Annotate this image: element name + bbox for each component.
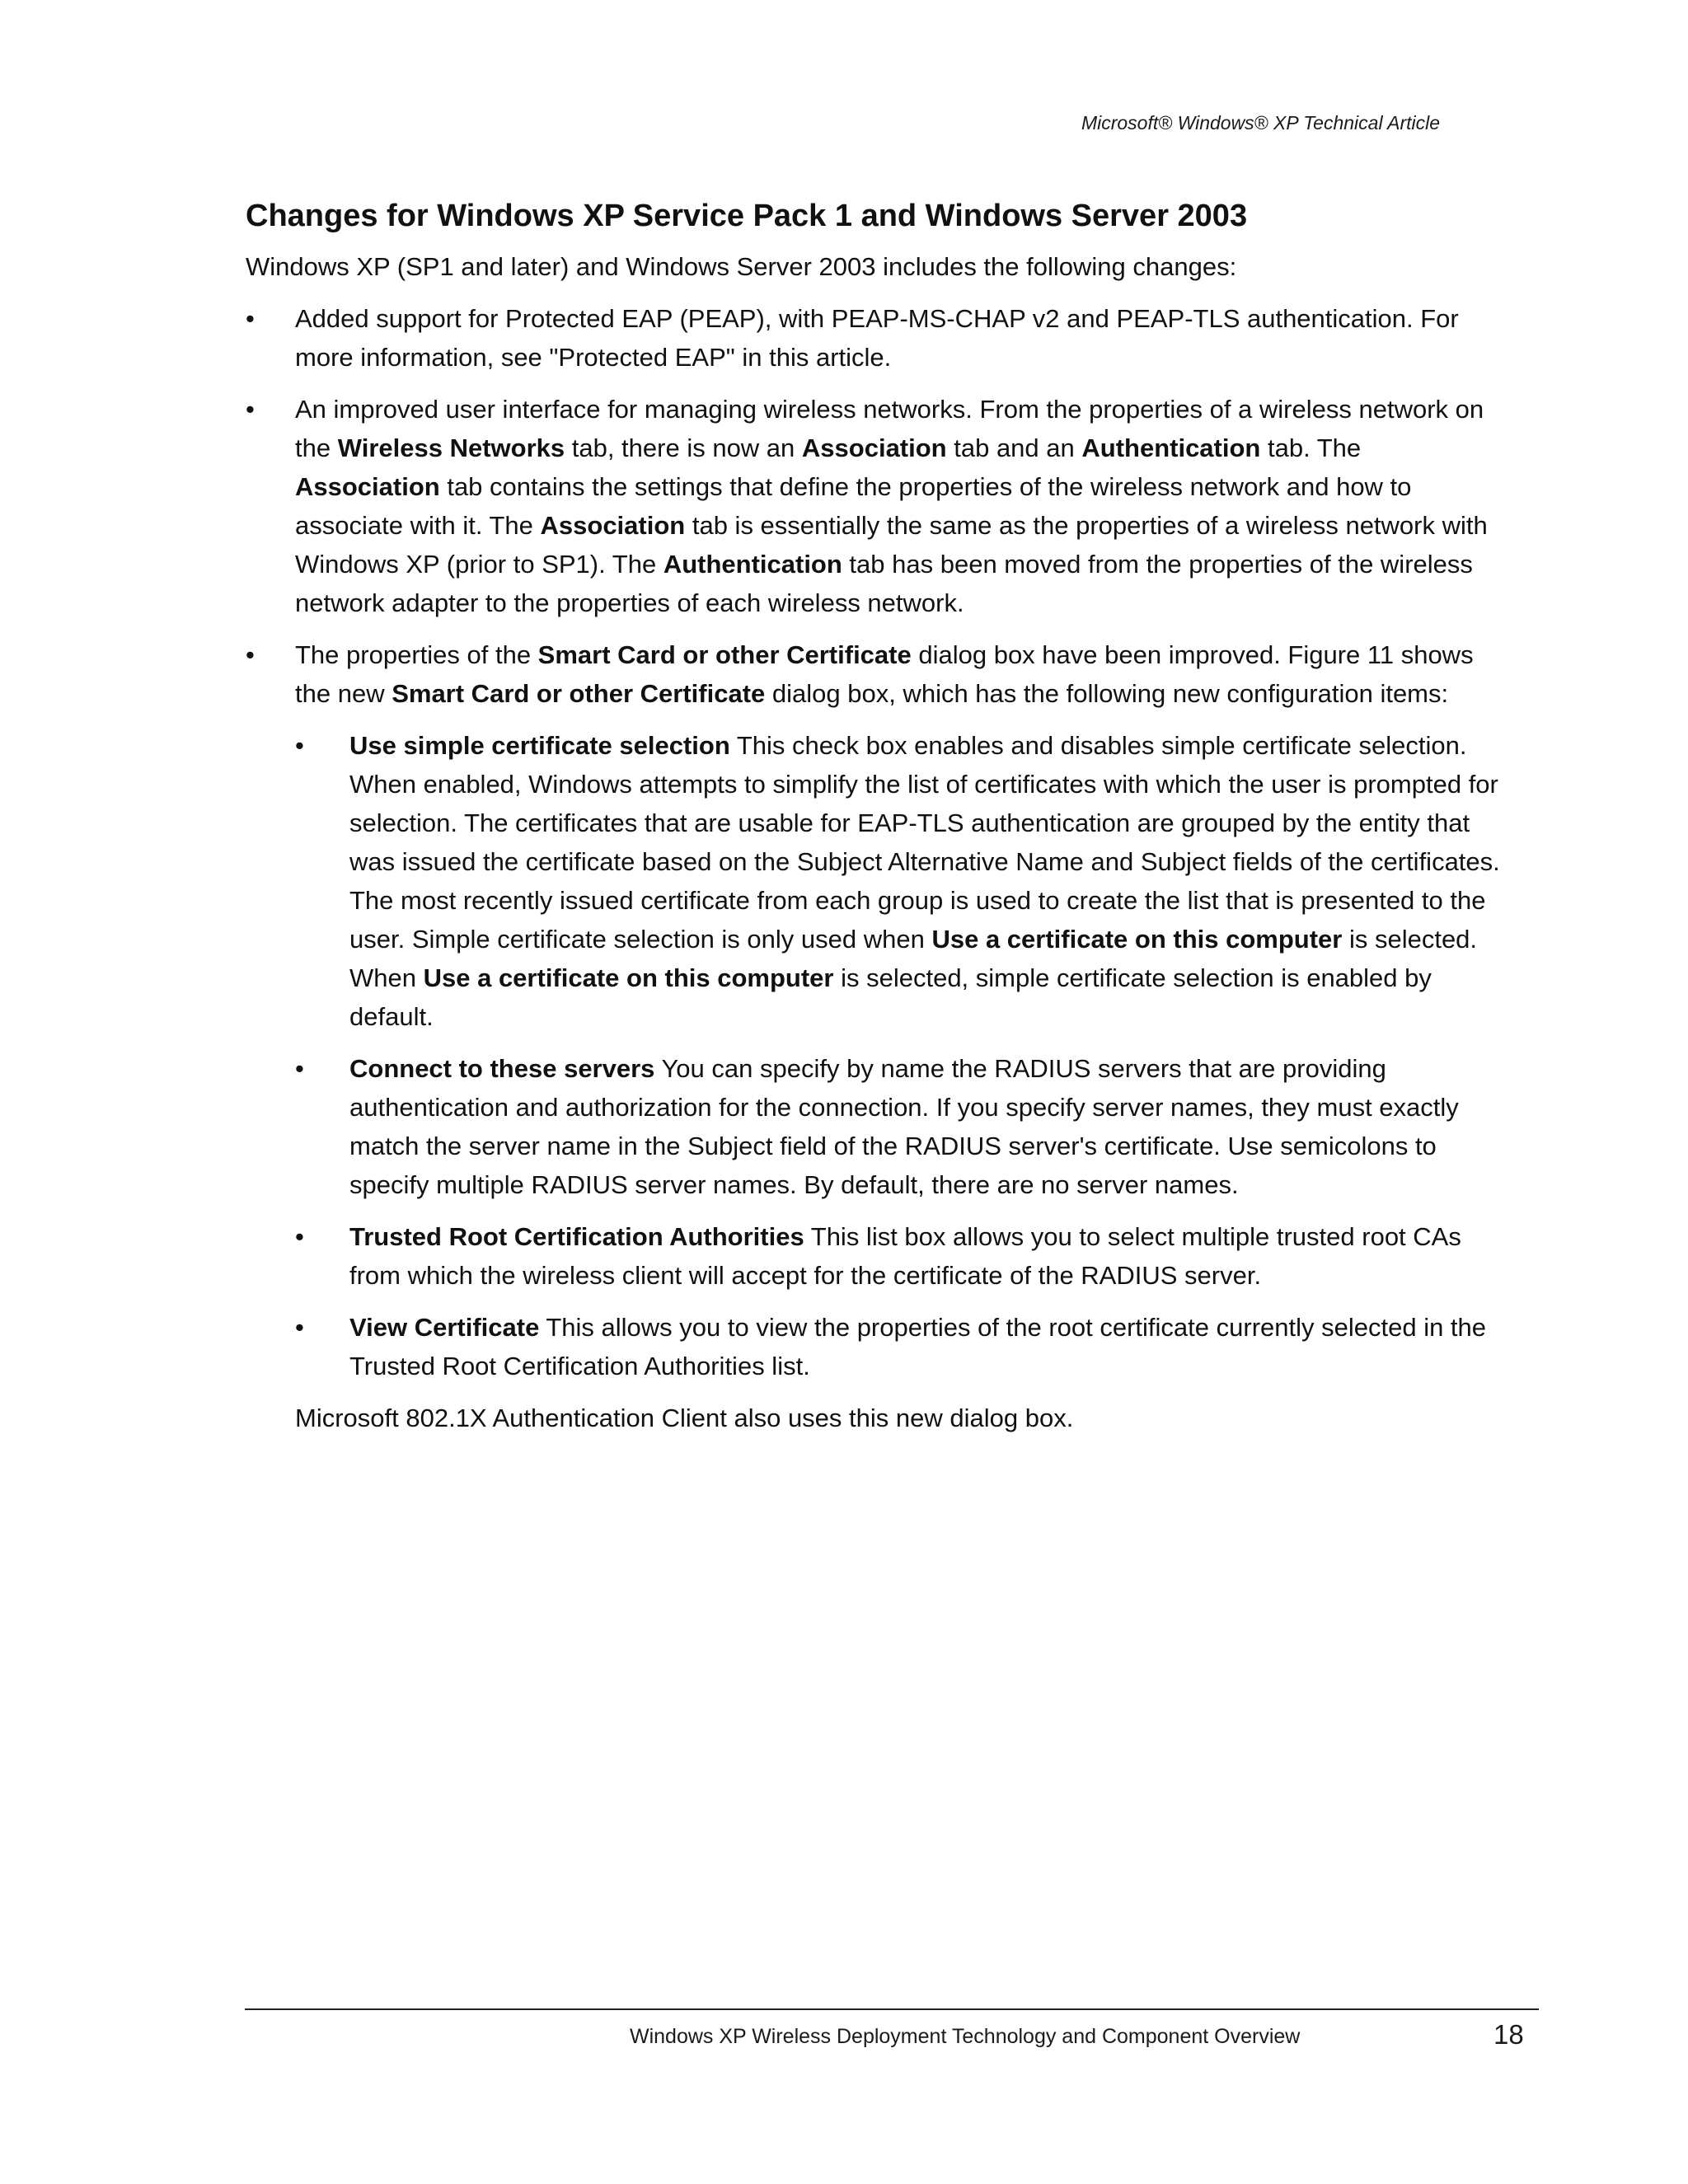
bullet-icon: • [246, 640, 255, 669]
ui-term: Association [540, 511, 686, 540]
item-text: tab has been moved from the properties of the wireless network adapter to the properties of each wireless network. [295, 550, 1473, 617]
item-text: The properties of the [295, 640, 538, 669]
item-text: This list box allows you to select multiple trusted root CAs from which the wireless client will accept for the certificate of the RADIUS server. [349, 1222, 1461, 1290]
item-text: dialog box, which has the following new configuration items: [765, 679, 1449, 708]
list-item [295, 1308, 1507, 1385]
item-text: tab is essentially the same as the properties of a wireless network with Windows XP (prior to SP1). The [295, 511, 1488, 579]
section-title: Changes for Windows XP Service Pack 1 and Windows Server 2003 [246, 199, 1248, 233]
ui-term: Authentication [663, 550, 842, 579]
footer-title: Windows XP Wireless Deployment Technology and Component Overview [630, 2025, 1301, 2048]
section-intro: Windows XP (SP1 and later) and Windows Server 2003 includes the following changes: [246, 252, 1237, 281]
list-item [295, 1217, 1507, 1295]
footer-divider [245, 2008, 1539, 2010]
ui-term: Smart Card or other Certificate [537, 640, 912, 669]
item-text: You can specify by name the RADIUS servers that are providing authentication and authorization for the connection. If you specify server names, they must exactly match the server name in the Subject field of the RADIUS server's certificate. Use semicolons to specify multiple RADIUS server names. By default, there are no server names. [349, 1054, 1459, 1199]
list-item [295, 1049, 1507, 1204]
item-text: An improved user interface for managing wireless networks. From the properties of a wireless network on the [295, 395, 1484, 462]
item-text: tab contains the settings that define the properties of the wireless network and how to associate with it. The [295, 472, 1412, 540]
item-text: tab, there is now an [565, 434, 802, 462]
bullet-icon: • [295, 731, 304, 760]
item-text: This check box enables and disables simple certificate selection. When enabled, Windows attempts to simplify the list of certificates with which the user is prompted for selection. The certificates that are usable for EAP-TLS authentication are grouped by the entity that was issued the certificate based on the Subject Alternative Name and Subject fields of the certificates. The most recently issued certificate from each group is used to create the list that is presented to the user. Simple certificate selection is only used when [349, 731, 1500, 954]
ui-term: Authentication [1081, 434, 1261, 462]
list-item [246, 390, 1507, 622]
item-text: Added support for Protected EAP (PEAP), with PEAP-MS-CHAP v2 and PEAP-TLS authentication. For more information, see "Protected EAP" in this article. [295, 304, 1459, 372]
changes-list [246, 299, 1507, 1385]
ui-term: Wireless Networks [337, 434, 565, 462]
item-text: tab. The [1260, 434, 1362, 462]
ui-term: Use a certificate on this computer [423, 963, 834, 992]
ui-term: Association [295, 472, 440, 501]
item-text: tab and an [946, 434, 1082, 462]
item-text: is selected. When [349, 925, 1478, 992]
page-number: 18 [1493, 2019, 1524, 2050]
bullet-icon: • [246, 304, 255, 333]
item-text: dialog box have been improved. Figure 11 shows the new [295, 640, 1474, 708]
list-item [246, 299, 1507, 377]
bullet-icon: • [295, 1054, 304, 1083]
bullet-icon: • [295, 1313, 304, 1342]
config-items-list [295, 726, 1507, 1385]
ui-term: Association [801, 434, 947, 462]
bullet-icon: • [295, 1222, 304, 1251]
option-term: Connect to these servers [349, 1054, 655, 1083]
item-text: is selected, simple certificate selection is enabled by default. [349, 963, 1432, 1031]
article-body [246, 194, 1507, 1437]
ui-term: Use a certificate on this computer [931, 925, 1343, 954]
item-text: This allows you to view the properties of the root certificate currently selected in the Trusted Root Certification Authorities list. [349, 1313, 1487, 1380]
list-item [246, 635, 1507, 1385]
ui-term: Smart Card or other Certificate [392, 679, 766, 708]
option-term: Trusted Root Certification Authorities [349, 1222, 804, 1251]
option-term: Use simple certificate selection [349, 731, 730, 760]
closing-note: Microsoft 802.1X Authentication Client also uses this new dialog box. [295, 1404, 1074, 1432]
running-header: Microsoft® Windows® XP Technical Article [1081, 112, 1440, 134]
bullet-icon: • [246, 395, 255, 424]
option-term: View Certificate [349, 1313, 540, 1342]
list-item [295, 726, 1507, 1036]
